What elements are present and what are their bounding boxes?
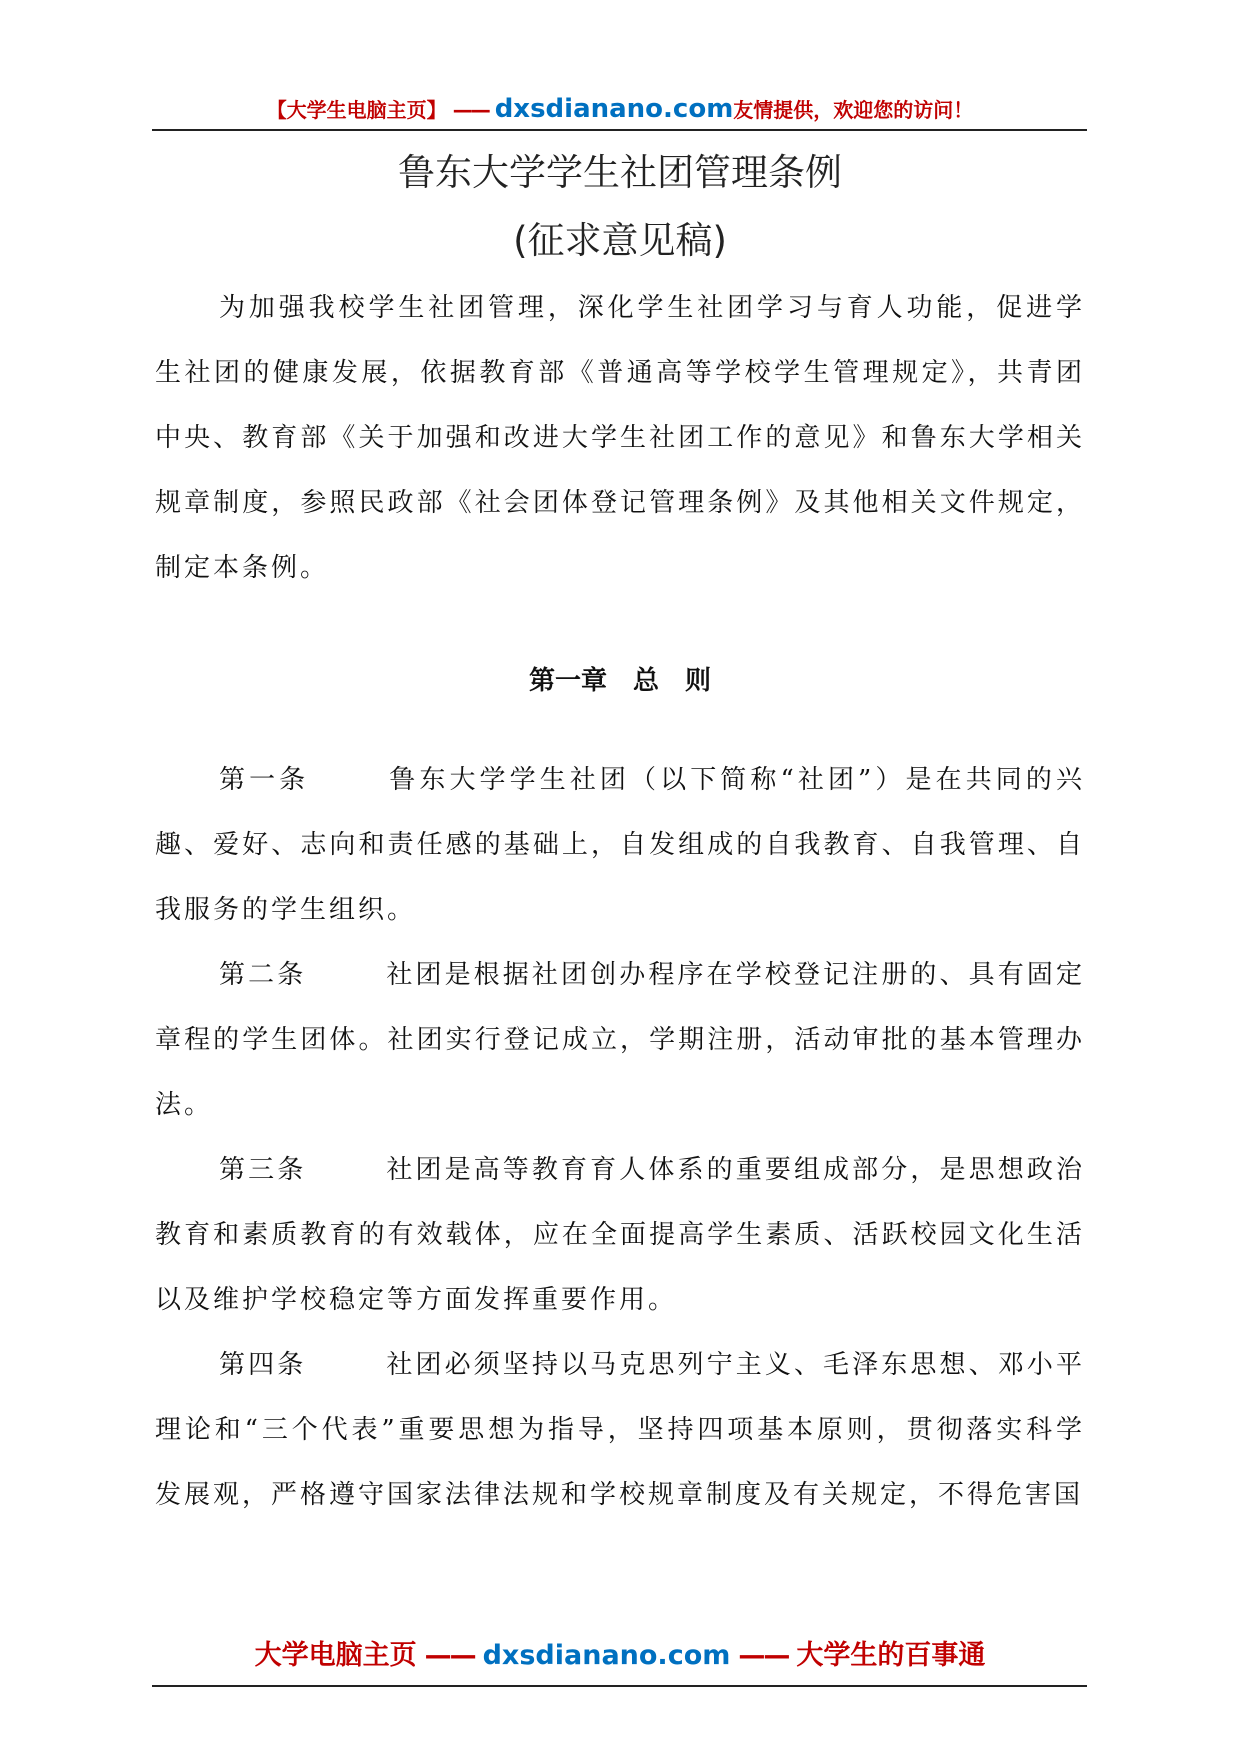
footer-separator-1: —— bbox=[424, 1640, 475, 1671]
article-4-text: 社团必须坚持以马克思列宁主义、毛泽东思想、邓小平理论和“三个代表”重要思想为指导，坚持四项基本原则，贯彻落实科学发展观，严格遵守国家法律法规和学校规章制度及有关规定，不得危害国 bbox=[155, 1350, 1085, 1510]
article-1-text: 鲁东大学学生社团（以下简称“社团”）是在共同的兴趣、爱好、志向和责任感的基础上，自发组成的自我教育、自我管理、自我服务的学生组织。 bbox=[155, 765, 1085, 925]
article-1 bbox=[155, 748, 1085, 943]
preamble-paragraph: 为加强我校学生社团管理，深化学生社团学习与育人功能，促进学生社团的健康发展，依据教育部《普通高等学校学生管理规定》，共青团中央、教育部《关于加强和改进大学生社团工作的意见》和鲁东大学相关规章制度，参照民政部《社会团体登记管理条例》及其他相关文件规定，制定本条例。 bbox=[155, 293, 1085, 583]
article-2 bbox=[155, 943, 1085, 1138]
header-separator: —— bbox=[452, 98, 489, 122]
footer-divider bbox=[152, 1685, 1087, 1687]
header-tagline: 友情提供，欢迎您的访问！ bbox=[733, 98, 974, 122]
site-footer-banner bbox=[0, 1636, 1240, 1676]
header-divider bbox=[152, 129, 1087, 131]
footer-site-name: 大学电脑主页 bbox=[254, 1640, 417, 1671]
footer-tagline: 大学生的百事通 bbox=[796, 1640, 986, 1671]
chapter-heading: 第一章 总 则 bbox=[528, 666, 711, 696]
header-domain-link[interactable]: dxsdianano.com bbox=[494, 94, 734, 124]
article-4 bbox=[155, 1333, 1085, 1528]
header-site-name: 【大学生电脑主页】 bbox=[266, 98, 447, 122]
article-3 bbox=[155, 1138, 1085, 1333]
footer-separator-2: —— bbox=[738, 1640, 789, 1671]
article-2-text: 社团是根据社团创办程序在学校登记注册的、具有固定章程的学生团体。社团实行登记成立，学期注册，活动审批的基本管理办法。 bbox=[155, 960, 1085, 1120]
article-3-label: 第三条 bbox=[219, 1155, 307, 1185]
document-title: 鲁东大学学生社团管理条例 bbox=[398, 151, 842, 194]
footer-domain-link[interactable]: dxsdianano.com bbox=[482, 1640, 731, 1671]
article-2-label: 第二条 bbox=[219, 960, 307, 990]
article-3-text: 社团是高等教育育人体系的重要组成部分，是思想政治教育和素质教育的有效载体，应在全面提高学生素质、活跃校园文化生活以及维护学校稳定等方面发挥重要作用。 bbox=[155, 1155, 1085, 1315]
article-4-label: 第四条 bbox=[219, 1350, 307, 1380]
site-header-banner bbox=[0, 94, 1240, 125]
document-subtitle: (征求意见稿) bbox=[513, 219, 727, 262]
article-1-label: 第一条 bbox=[219, 765, 310, 795]
